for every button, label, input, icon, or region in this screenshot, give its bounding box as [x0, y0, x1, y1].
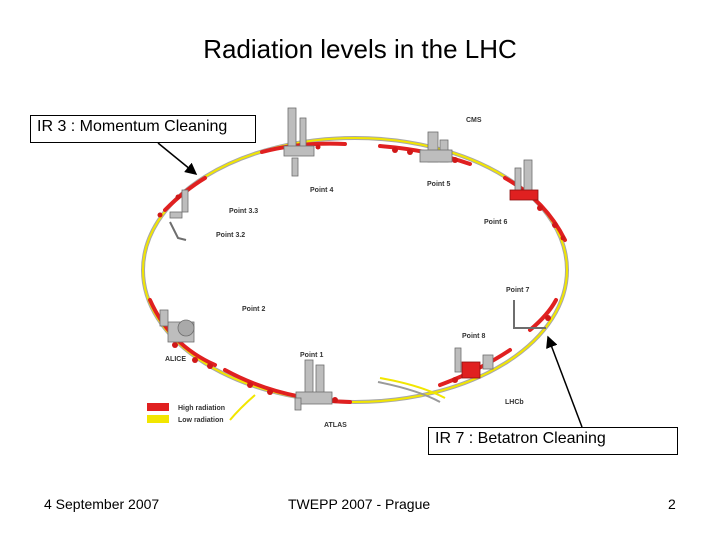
legend-label-high: High radiation: [178, 405, 226, 412]
legend-swatch-low: [147, 415, 169, 423]
legend: [147, 403, 225, 424]
experiment-structures: [160, 108, 546, 410]
callout-ir3-momentum-cleaning: IR 3 : Momentum Cleaning: [30, 115, 256, 143]
label-point32: Point 3.2: [216, 232, 246, 239]
label-cms: CMS: [466, 117, 482, 124]
label-point6: Point 6: [484, 219, 508, 226]
legend-label-low: Low radiation: [178, 417, 224, 424]
callout-ir3-arrow: [158, 143, 196, 174]
slide-title: Radiation levels in the LHC: [203, 34, 517, 64]
label-point2: Point 2: [242, 306, 266, 313]
label-point33: Point 3.3: [229, 208, 259, 215]
label-point4: Point 4: [310, 187, 334, 194]
label-point8: Point 8: [462, 333, 486, 340]
label-point7: Point 7: [506, 287, 530, 294]
legend-swatch-high: [147, 403, 169, 411]
callout-ir7-betatron-cleaning: IR 7 : Betatron Cleaning: [428, 427, 678, 455]
label-atlas: ATLAS: [324, 422, 347, 429]
footer-date: 4 September 2007: [44, 496, 160, 512]
footer-conference: TWEPP 2007 - Prague: [288, 496, 431, 512]
label-lhcb: LHCb: [505, 399, 524, 406]
label-point1: Point 1: [300, 352, 324, 359]
callout-ir7-arrow: [548, 337, 582, 427]
page-number: 2: [668, 496, 676, 512]
label-alice: ALICE: [165, 356, 186, 363]
label-point5: Point 5: [427, 181, 451, 188]
